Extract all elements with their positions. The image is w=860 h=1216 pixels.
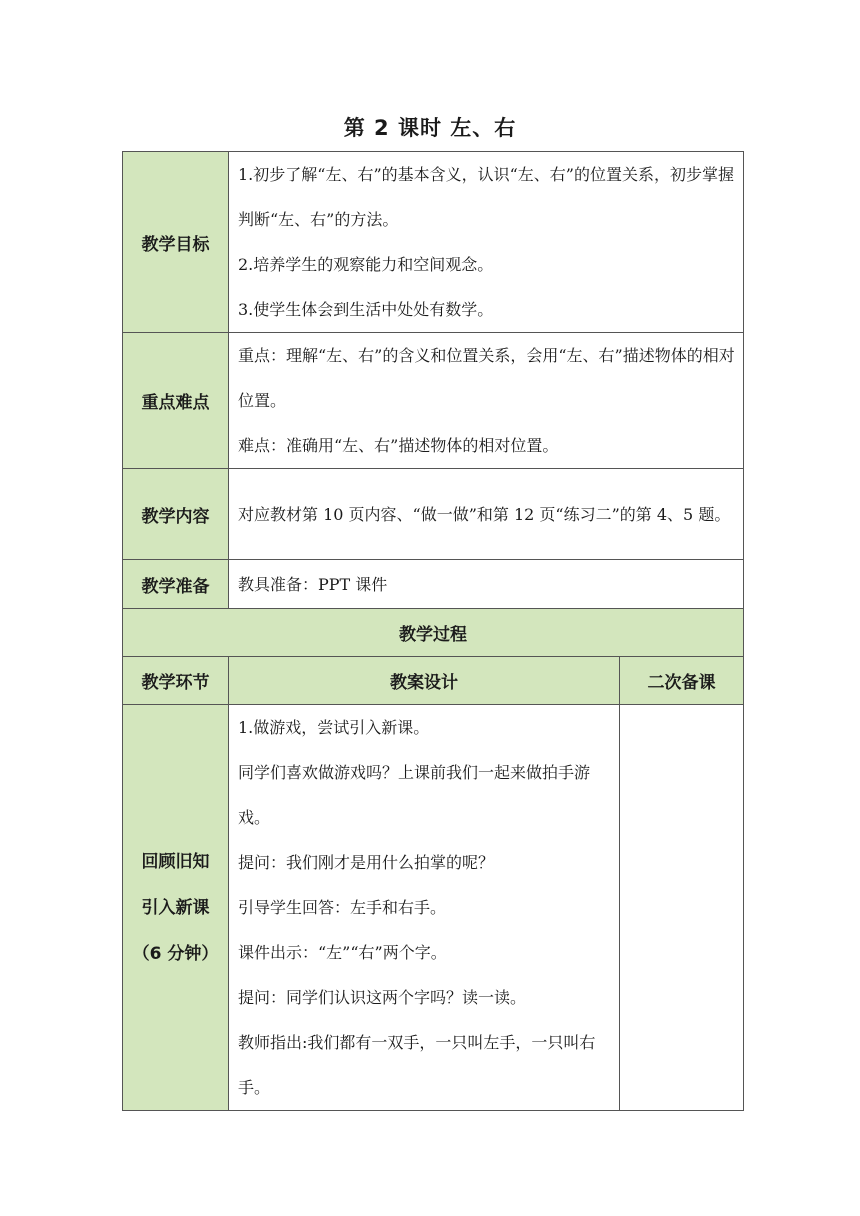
preparation-header: 教学准备 [123,560,229,609]
objective-item: 3.使学生体会到生活中处处有数学。 [238,300,494,319]
objectives-cell [229,152,744,333]
content-text: 对应教材第 10 页内容、“做一做”和第 12 页“练习二”的第 4、5 题。 [238,504,731,524]
preparation-text: 教具准备：PPT 课件 [238,574,388,594]
stage-duration: （6 分钟） [132,943,219,964]
stage-notes-cell [620,705,744,1111]
objective-item: 1.初步了解“左、右”的基本含义，认识“左、右”的位置关系，初步掌握判断“左、右”的方法。 [238,165,734,229]
design-line: 课件出示：“左”“右”两个字。 [238,943,447,962]
column-header-design: 教案设计 [229,657,620,705]
key-point-item: 难点：准确用“左、右”描述物体的相对位置。 [238,436,559,455]
design-line: 提问：我们刚才是用什么拍掌的呢？ [238,853,495,872]
stage-name [123,839,228,977]
preparation-cell [229,560,744,609]
process-header-row [123,609,744,657]
design-line: 教师指出:我们都有一双手，一只叫左手，一只叫右手。 [238,1033,596,1097]
column-header-notes: 二次备课 [620,657,744,705]
design-line: 同学们喜欢做游戏吗？上课前我们一起来做拍手游戏。 [238,763,591,827]
lesson-plan-table [122,151,744,1111]
stage-name-cell [123,705,229,1111]
design-line: 提问：同学们认识这两个字吗？读一读。 [238,988,527,1007]
preparation-row [123,560,744,609]
column-header-row [123,657,744,705]
content-row [123,469,744,560]
key-point-item: 重点：理解“左、右”的含义和位置关系，会用“左、右”描述物体的相对位置。 [238,346,735,410]
content-cell [229,469,744,560]
stage-design-cell [229,705,620,1111]
key-points-row [123,333,744,469]
stage-row [123,705,744,1111]
stage-name-line: 回顾旧知 [141,851,210,872]
content-header: 教学内容 [123,469,229,560]
objective-item: 2.培养学生的观察能力和空间观念。 [238,255,494,274]
stage-name-line: 引入新课 [141,897,210,918]
page-title: 第 2 课时 左、右 [343,116,517,140]
key-points-header: 重点难点 [123,333,229,469]
key-points-cell [229,333,744,469]
objectives-header: 教学目标 [123,152,229,333]
column-header-stage: 教学环节 [123,657,229,705]
objectives-row [123,152,744,333]
process-header: 教学过程 [123,609,744,657]
design-line: 1.做游戏，尝试引入新课。 [238,718,430,737]
design-line: 引导学生回答：左手和右手。 [238,898,447,917]
